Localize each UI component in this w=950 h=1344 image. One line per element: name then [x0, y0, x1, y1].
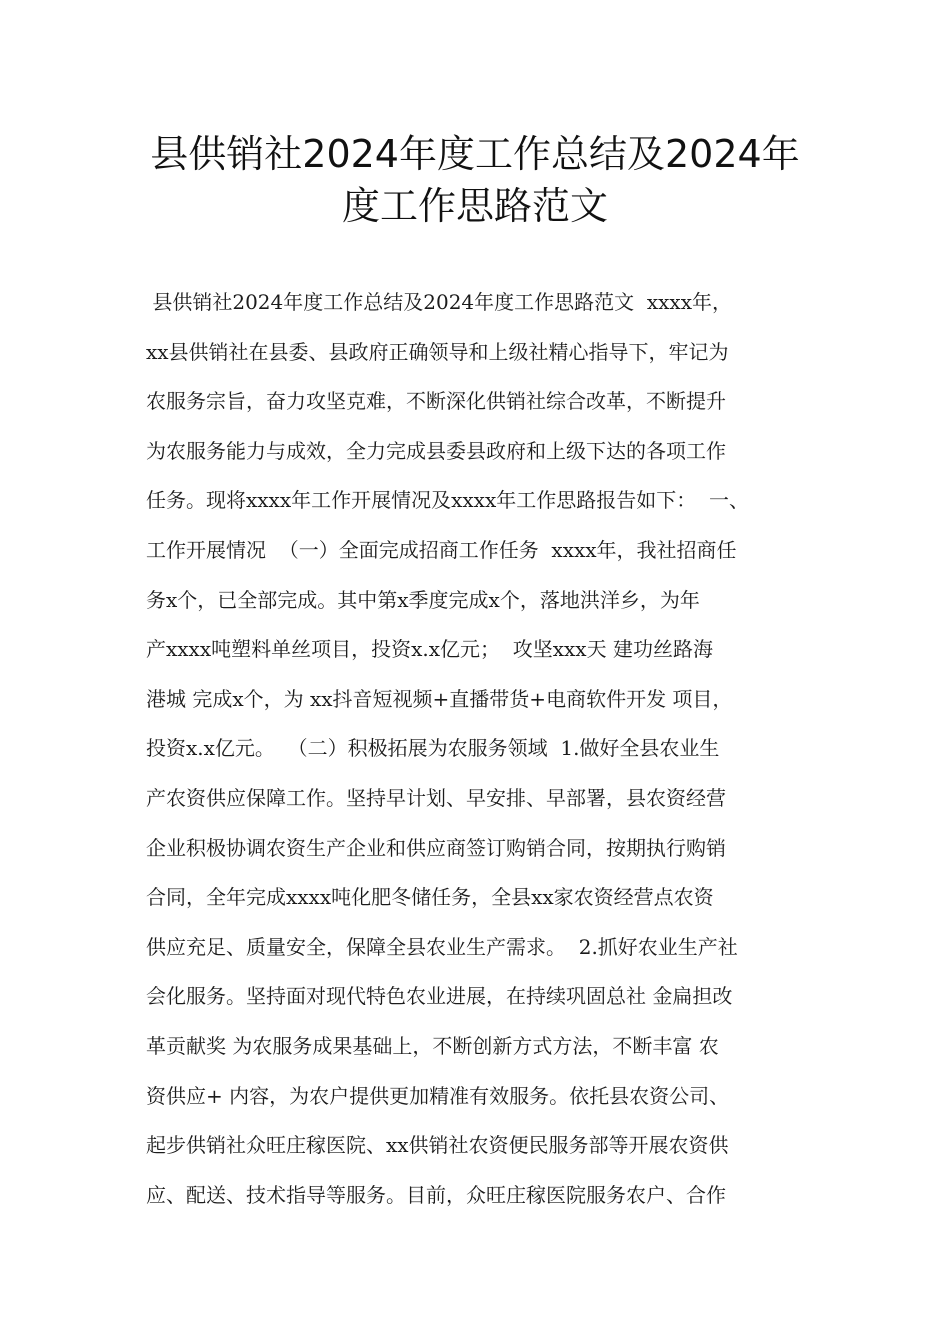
body-line: 产农资供应保障工作。坚持早计划、早安排、早部署，县农资经营: [146, 785, 726, 810]
document-body: [146, 282, 826, 1224]
body-line: 投资x.x亿元。 （二）积极拓展为农服务领域 1.做好全县农业生: [146, 736, 720, 761]
body-line: 为农服务能力与成效，全力完成县委县政府和上级下达的各项工作: [146, 438, 726, 463]
body-line: 务x个，已全部完成。其中第x季度完成x个，落地洪洋乡，为年: [146, 587, 700, 612]
body-line: 任务。现将xxxx年工作开展情况及xxxx年工作思路报告如下： 一、: [146, 488, 749, 513]
body-line: 工作开展情况 （一）全面完成招商工作任务 xxxx年，我社招商任: [146, 537, 737, 562]
body-line: 资供应+ 内容，为农户提供更加精准有效服务。依托县农资公司、: [146, 1083, 730, 1108]
title-line-2: 度工作思路范文: [341, 184, 608, 228]
body-line: 港城 完成x个，为 xx抖音短视频+直播带货+电商软件开发 项目，: [146, 686, 733, 711]
body-line: 供应充足、质量安全，保障全县农业生产需求。 2.抓好农业生产社: [146, 934, 738, 959]
body-line: xx县供销社在县委、县政府正确领导和上级社精心指导下，牢记为: [146, 339, 729, 364]
body-line: 农服务宗旨，奋力攻坚克难，不断深化供销社综合改革，不断提升: [146, 389, 726, 414]
title-line-1: 县供销社2024年度工作总结及2024年: [150, 132, 800, 176]
body-line: 产xxxx吨塑料单丝项目，投资x.x亿元； 攻坚xxx天 建功丝路海: [146, 637, 713, 662]
body-line: 革贡献奖 为农服务成果基础上，不断创新方式方法，不断丰富 农: [146, 1033, 719, 1058]
document-title: [100, 128, 850, 232]
body-line: 合同，全年完成xxxx吨化肥冬储任务，全县xx家农资经营点农资: [146, 885, 714, 910]
body-line: 应、配送、技术指导等服务。目前，众旺庄稼医院服务农户、合作: [146, 1182, 726, 1207]
body-line: 县供销社2024年度工作总结及2024年度工作思路范文 xxxx年，: [146, 290, 732, 314]
body-line: 企业积极协调农资生产企业和供应商签订购销合同，按期执行购销: [146, 835, 726, 860]
body-line: 起步供销社众旺庄稼医院、xx供销社农资便民服务部等开展农资供: [146, 1133, 729, 1158]
body-line: 会化服务。坚持面对现代特色农业进展，在持续巩固总社 金扁担改: [146, 984, 733, 1009]
